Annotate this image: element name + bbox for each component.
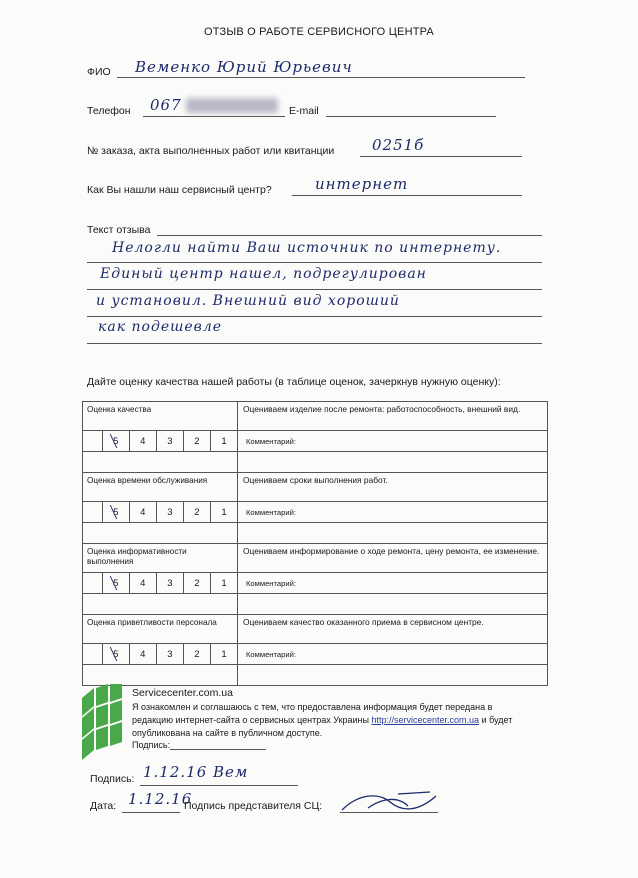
score-spacer: [83, 644, 103, 665]
comment-label[interactable]: Комментарий:: [238, 573, 548, 594]
score-5[interactable]: 5: [102, 502, 129, 523]
score-3[interactable]: 3: [156, 644, 183, 665]
servicecenter-logo-icon: [80, 684, 124, 760]
order-label: № заказа, акта выполненных работ или квитанции: [87, 145, 335, 157]
score-spacer: [83, 431, 103, 452]
found-underline: [292, 195, 522, 196]
rating-header-row: [83, 615, 548, 644]
signature-value[interactable]: 1.12.16 Вем: [143, 763, 249, 781]
score-spacer: [83, 502, 103, 523]
date-underline: [122, 812, 180, 813]
email-label: E-mail: [289, 105, 319, 117]
rating-description: Оцениваем изделие после ремонта: работоспособность, внешний вид.: [238, 402, 548, 431]
review-underline-2: [87, 289, 542, 290]
rating-header-row: [83, 402, 548, 431]
rating-prompt: Дайте оценку качества нашей работы (в таблице оценок, зачеркнув нужную оценку):: [87, 376, 501, 388]
review-line[interactable]: Нелогли найти Ваш источник по интернету.: [112, 240, 502, 256]
consent-text-part2: и будет опубликована на сайте в публичном доступе.: [132, 715, 513, 738]
rating-description: Оцениваем сроки выполнения работ.: [238, 473, 548, 502]
score-spacer: [83, 573, 103, 594]
score-2[interactable]: 2: [183, 573, 210, 594]
review-underline-3: [87, 316, 542, 317]
rating-header-row: [83, 473, 548, 502]
score-3[interactable]: 3: [156, 431, 183, 452]
review-line[interactable]: как подешевле: [98, 319, 223, 335]
date-label: Дата:: [90, 800, 117, 812]
email-underline[interactable]: [326, 116, 496, 117]
consent-site-link[interactable]: http://servicecenter.com.ua: [371, 715, 480, 725]
rating-empty-row: [83, 452, 548, 473]
consent-signature-label: Подпись:: [132, 740, 171, 750]
redacted-phone-blur: [186, 98, 278, 113]
score-1[interactable]: 1: [210, 502, 237, 523]
found-label: Как Вы нашли наш сервисный центр?: [87, 184, 272, 196]
score-2[interactable]: 2: [183, 431, 210, 452]
comment-label[interactable]: Комментарий:: [238, 431, 548, 452]
score-2[interactable]: 2: [183, 502, 210, 523]
consent-text-part1: Я ознакомлен и соглашаюсь с тем, что предоставлена информация будет передана в редакцию интернет-сайта о сервисных центрах Украины: [132, 702, 493, 725]
document-title: ОТЗЫВ О РАБОТЕ СЕРВИСНОГО ЦЕНТРА: [204, 26, 434, 38]
score-4[interactable]: 4: [129, 644, 156, 665]
rating-score-row: [83, 573, 548, 594]
fio-underline: [117, 77, 525, 78]
consent-site-name: Servicecenter.com.ua: [132, 687, 233, 699]
rating-empty-row: [83, 523, 548, 544]
rating-score-row: [83, 431, 548, 452]
rating-description: Оцениваем информирование о ходе ремонта, цену ремонта, ее изменение.: [238, 544, 548, 573]
rep-signature-scribble-icon[interactable]: [338, 788, 442, 816]
score-1[interactable]: 1: [210, 573, 237, 594]
rating-score-row: [83, 502, 548, 523]
consent-text: [132, 701, 532, 740]
score-5[interactable]: 5: [102, 431, 129, 452]
score-5[interactable]: 5: [102, 644, 129, 665]
review-underline-0: [157, 235, 542, 236]
fio-value[interactable]: Веменко Юрий Юрьевич: [135, 58, 353, 76]
score-4[interactable]: 4: [129, 502, 156, 523]
rating-category: Оценка приветливости персонала: [83, 615, 238, 644]
rating-table: [82, 401, 548, 686]
rating-score-row: [83, 644, 548, 665]
order-value[interactable]: 0251б: [372, 136, 425, 154]
score-1[interactable]: 1: [210, 431, 237, 452]
score-5[interactable]: 5: [102, 573, 129, 594]
review-line[interactable]: и установил. Внешний вид хороший: [96, 293, 400, 309]
rating-description: Оцениваем качество оказанного приема в сервисном центре.: [238, 615, 548, 644]
score-3[interactable]: 3: [156, 573, 183, 594]
review-underline-1: [87, 262, 542, 263]
comment-label[interactable]: Комментарий:: [238, 502, 548, 523]
phone-label: Телефон: [87, 105, 131, 117]
score-4[interactable]: 4: [129, 573, 156, 594]
found-value[interactable]: интернет: [315, 175, 409, 193]
review-underline-4: [87, 343, 542, 344]
date-value[interactable]: 1.12.16: [128, 790, 193, 808]
rep-signature-label: Подпись представителя СЦ:: [184, 800, 323, 812]
score-2[interactable]: 2: [183, 644, 210, 665]
phone-value[interactable]: 067: [150, 96, 182, 114]
comment-label[interactable]: Комментарий:: [238, 644, 548, 665]
rating-category: Оценка времени обслуживания: [83, 473, 238, 502]
rating-category: Оценка качества: [83, 402, 238, 431]
review-line[interactable]: Единый центр нашел, подрегулирован: [100, 266, 427, 282]
rating-empty-row: [83, 594, 548, 615]
review-label: Текст отзыва: [87, 224, 151, 236]
consent-signature-line[interactable]: [170, 749, 266, 750]
order-underline: [360, 156, 522, 157]
score-1[interactable]: 1: [210, 644, 237, 665]
score-4[interactable]: 4: [129, 431, 156, 452]
phone-underline: [143, 116, 285, 117]
signature-label: Подпись:: [90, 773, 135, 785]
rating-header-row: [83, 544, 548, 573]
score-3[interactable]: 3: [156, 502, 183, 523]
rating-category: Оценка информативности выполнения: [83, 544, 238, 573]
rating-empty-row: [83, 665, 548, 686]
signature-underline: [140, 785, 298, 786]
fio-label: ФИО: [87, 66, 111, 78]
